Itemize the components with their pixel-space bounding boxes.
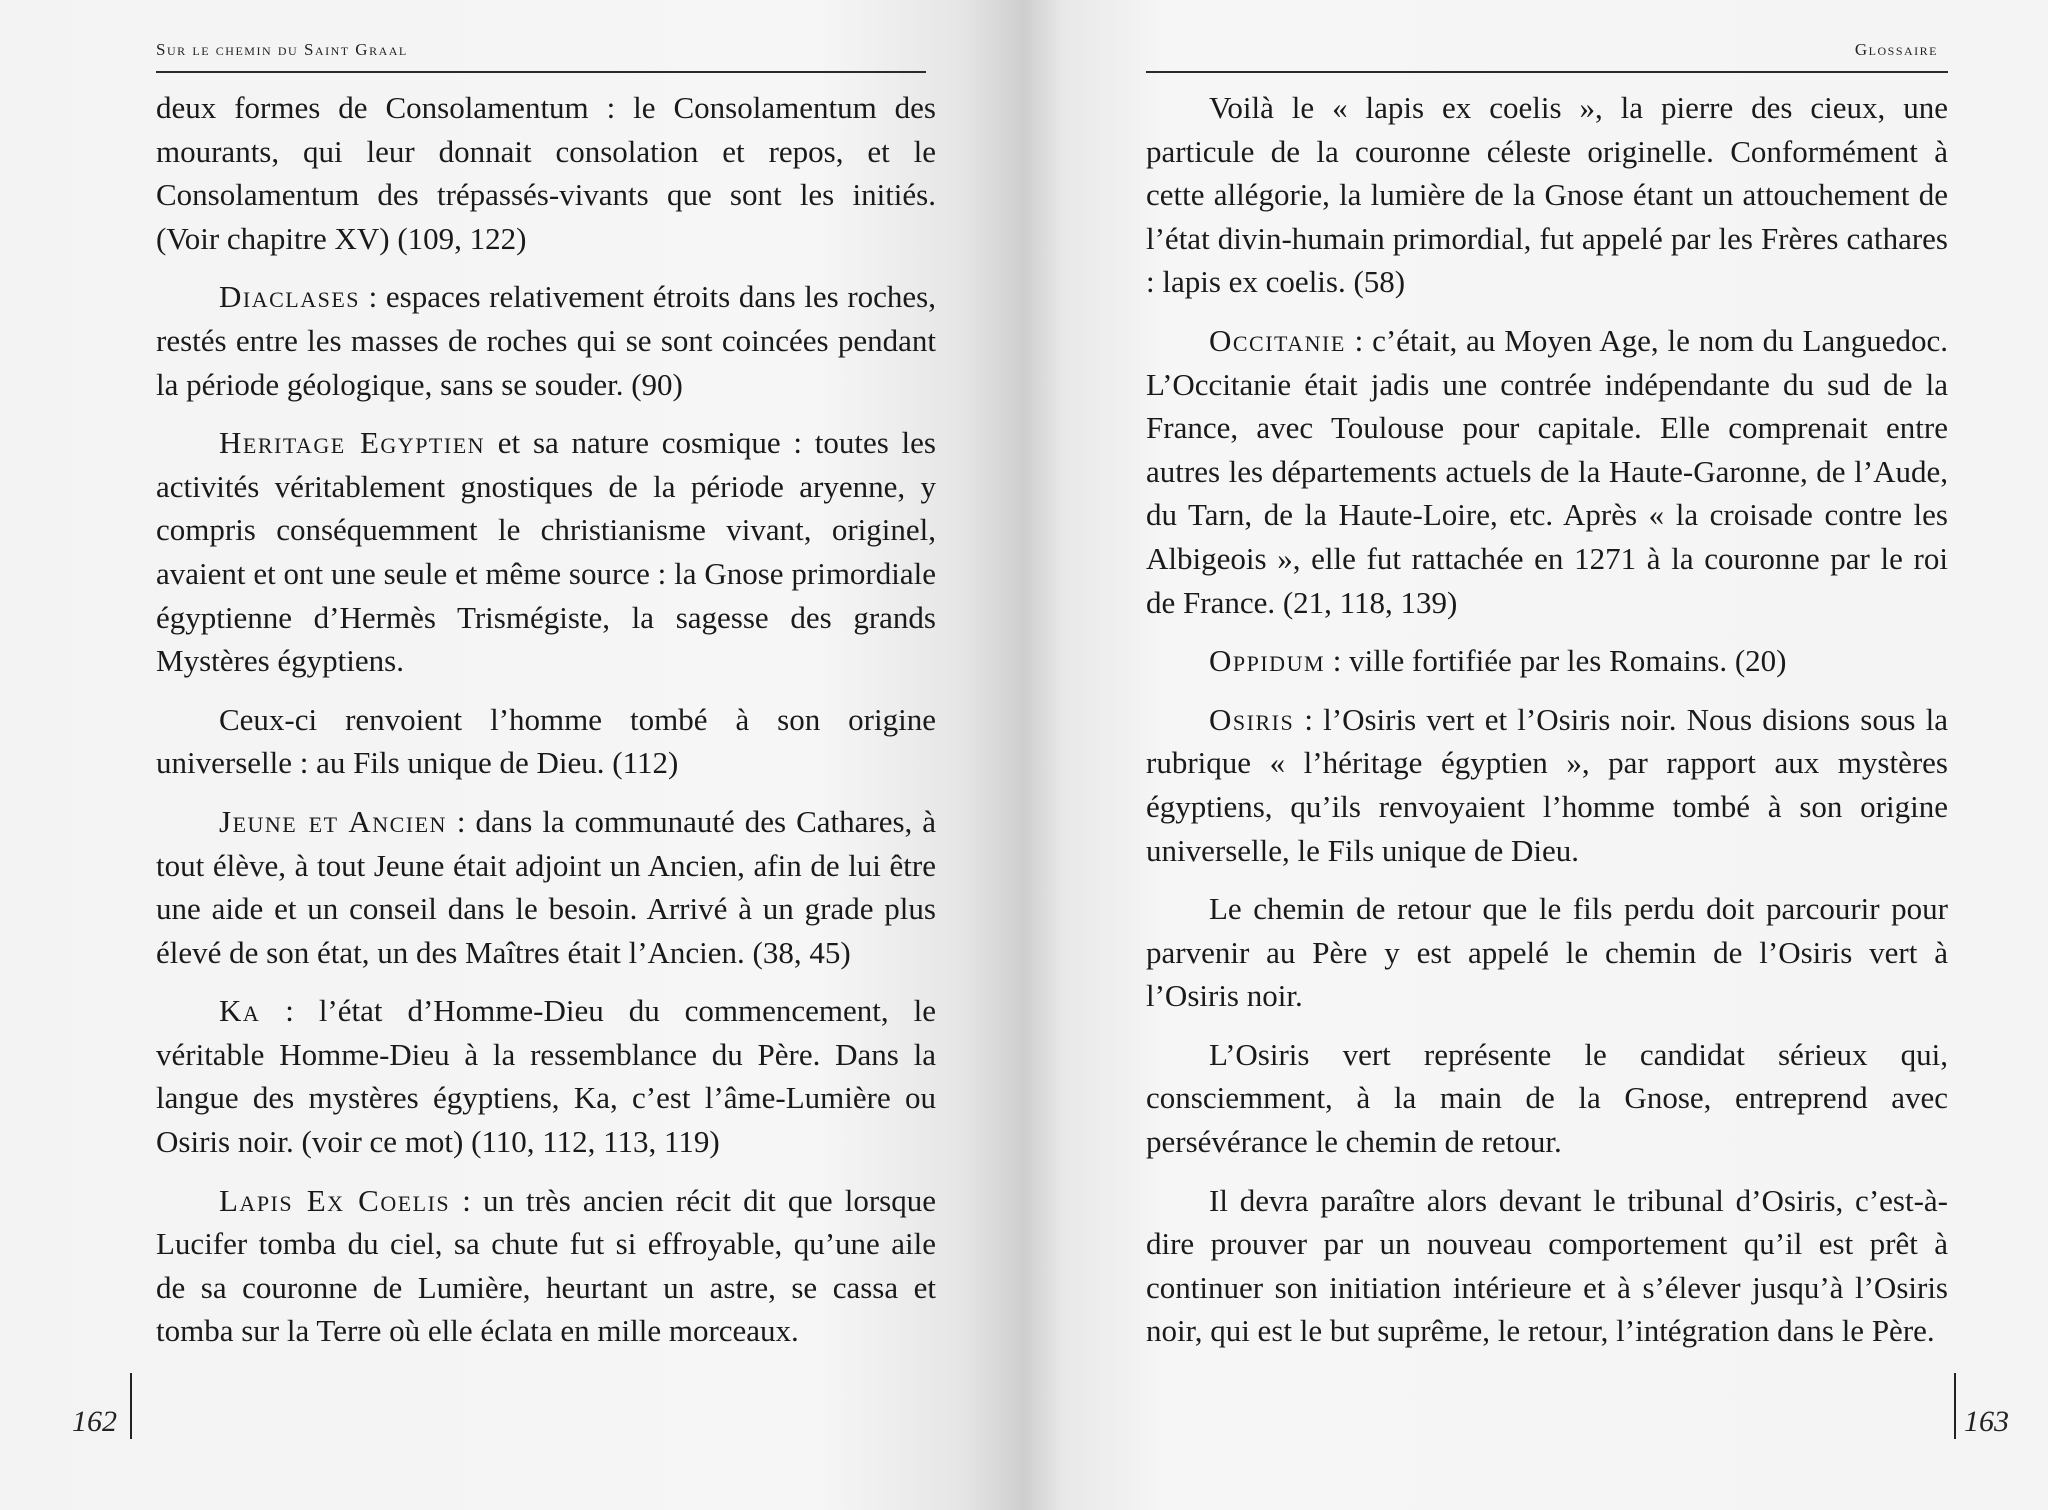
paragraph-text: : un très ancien récit dit que lorsque Lucifer tomba du ciel, sa chute fut si effroyable, qu’une aile de sa couronne de Lumière, heurtant un astre, se cassa et tomba sur la Terre où elle éclata en mille morceaux. bbox=[156, 1182, 937, 1349]
glossary-entry bbox=[156, 275, 936, 406]
paragraph-text: Voilà le « lapis ex coelis », la pierre des cieux, une particule de la couronne céleste originelle. Conformément à cette allégorie, la lumière de la Gnose étant un attouchement de l’état divin-humain primordial, fut appelé par les Frères cathares : lapis ex coelis. (58) bbox=[1146, 90, 1948, 300]
paragraph bbox=[1146, 1033, 1948, 1164]
glossary-entry bbox=[156, 989, 936, 1163]
right-text-block bbox=[1146, 86, 1948, 1368]
paragraph-text: : l’état d’Homme-Dieu du commencement, le véritable Homme-Dieu à la ressemblance du Père. Dans la langue des mystères égyptiens, Ka, c’est l’âme-Lumière ou Osiris noir. (voir ce mot) (110, 112, 113, 119) bbox=[156, 993, 936, 1160]
running-head-left: Sur le chemin du Saint Graal bbox=[156, 40, 408, 59]
glossary-entry bbox=[156, 800, 936, 974]
glossary-term: Occitanie bbox=[1209, 322, 1346, 358]
glossary-term: Jeune et Ancien bbox=[219, 803, 447, 839]
paragraph-text: : dans la communauté des Cathares, à tout élève, à tout Jeune était adjoint un Ancien, afin de lui être une aide et un conseil dans le besoin. Arrivé à un grade plus élevé de son état, un des Maîtres était l’Ancien. (38, 45) bbox=[156, 803, 937, 970]
glossary-entry bbox=[156, 421, 936, 683]
glossary-entry bbox=[1146, 639, 1948, 683]
paragraph-text: et sa nature cosmique : toutes les activités véritablement gnostiques de la période aryenne, y compris conséquemment le christianisme vivant, originel, avaient et ont une seule et même source : la Gnose primordiale égyptienne d’Hermès Trismégiste, la sagesse des grands Mystères égyptiens. bbox=[156, 425, 936, 679]
left-page bbox=[0, 0, 1022, 1510]
page-number-left: 162 bbox=[72, 1405, 117, 1438]
paragraph-text: Ceux-ci renvoient l’homme tombé à son origine universelle : au Fils unique de Dieu. (112) bbox=[156, 701, 936, 781]
glossary-term: Oppidum bbox=[1209, 643, 1326, 679]
page-number-right: 163 bbox=[1964, 1405, 2009, 1438]
folio-bar-left bbox=[130, 1373, 132, 1439]
paragraph bbox=[1146, 1179, 1948, 1353]
paragraph-text: Le chemin de retour que le fils perdu doit parcourir pour parvenir au Père y est appelé le chemin de l’Osiris vert à l’Osiris noir. bbox=[1146, 891, 1948, 1014]
glossary-entry bbox=[1146, 319, 1948, 624]
running-head-right: Glossaire bbox=[1854, 40, 1938, 59]
paragraph-text: : espaces relativement étroits dans les roches, restés entre les masses de roches qui se sont coincées pendant la période géologique, sans se souder. (90) bbox=[156, 279, 936, 402]
header-rule-left bbox=[156, 71, 926, 73]
right-page bbox=[1022, 0, 2048, 1510]
paragraph-text: : ville fortifiée par les Romains. (20) bbox=[1325, 643, 1787, 679]
glossary-term: Heritage Egyptien bbox=[219, 425, 486, 461]
glossary-term: Osiris bbox=[1209, 701, 1295, 737]
paragraph-text: deux formes de Consolamentum : le Consolamentum des mourants, qui leur donnait consolation et repos, et le Consolamentum des trépassés-vivants que sont les initiés. (Voir chapitre XV) (109, 122) bbox=[156, 90, 936, 256]
paragraph bbox=[1146, 887, 1948, 1018]
folio-bar-right bbox=[1954, 1373, 1956, 1439]
glossary-term: Diaclases bbox=[219, 279, 361, 315]
paragraph-text: Il devra paraître alors devant le tribunal d’Osiris, c’est-à-dire prouver par un nouveau comportement qu’il est prêt à continuer son initiation intérieure et à s’élever jusqu’à l’Osiris noir, qui est le but suprême, le retour, l’intégration dans le Père. bbox=[1146, 1182, 1948, 1349]
paragraph-text: : c’était, au Moyen Age, le nom du Languedoc. L’Occitanie était jadis une contrée indépendante du sud de la France, avec Toulouse pour capitale. Elle comprenait entre autres les départements actuels de la Haute-Garonne, de l’Aude, du Tarn, de la Haute-Loire, etc. Après « la croisade contre les Albigeois », elle fut rattachée en 1271 à la couronne par le roi de France. (21, 118, 139) bbox=[1146, 322, 1948, 620]
paragraph-text: : l’Osiris vert et l’Osiris noir. Nous disions sous la rubrique « l’héritage égyptien », par rapport aux mystères égyptiens, qu’ils renvoyaient l’homme tombé à son origine universelle, le Fils unique de Dieu. bbox=[1146, 701, 1948, 868]
paragraph bbox=[156, 698, 936, 785]
paragraph bbox=[1146, 86, 1948, 304]
glossary-entry bbox=[156, 1179, 936, 1353]
paragraph-text: L’Osiris vert représente le candidat sérieux qui, consciemment, à la main de la Gnose, entreprend avec persévérance le chemin de retour. bbox=[1146, 1036, 1948, 1160]
header-rule-right bbox=[1146, 71, 1948, 73]
glossary-term: Ka bbox=[219, 993, 261, 1029]
left-text-block bbox=[156, 86, 936, 1368]
paragraph bbox=[156, 86, 936, 260]
glossary-entry bbox=[1146, 698, 1948, 872]
glossary-term: Lapis Ex Coelis bbox=[219, 1182, 451, 1218]
